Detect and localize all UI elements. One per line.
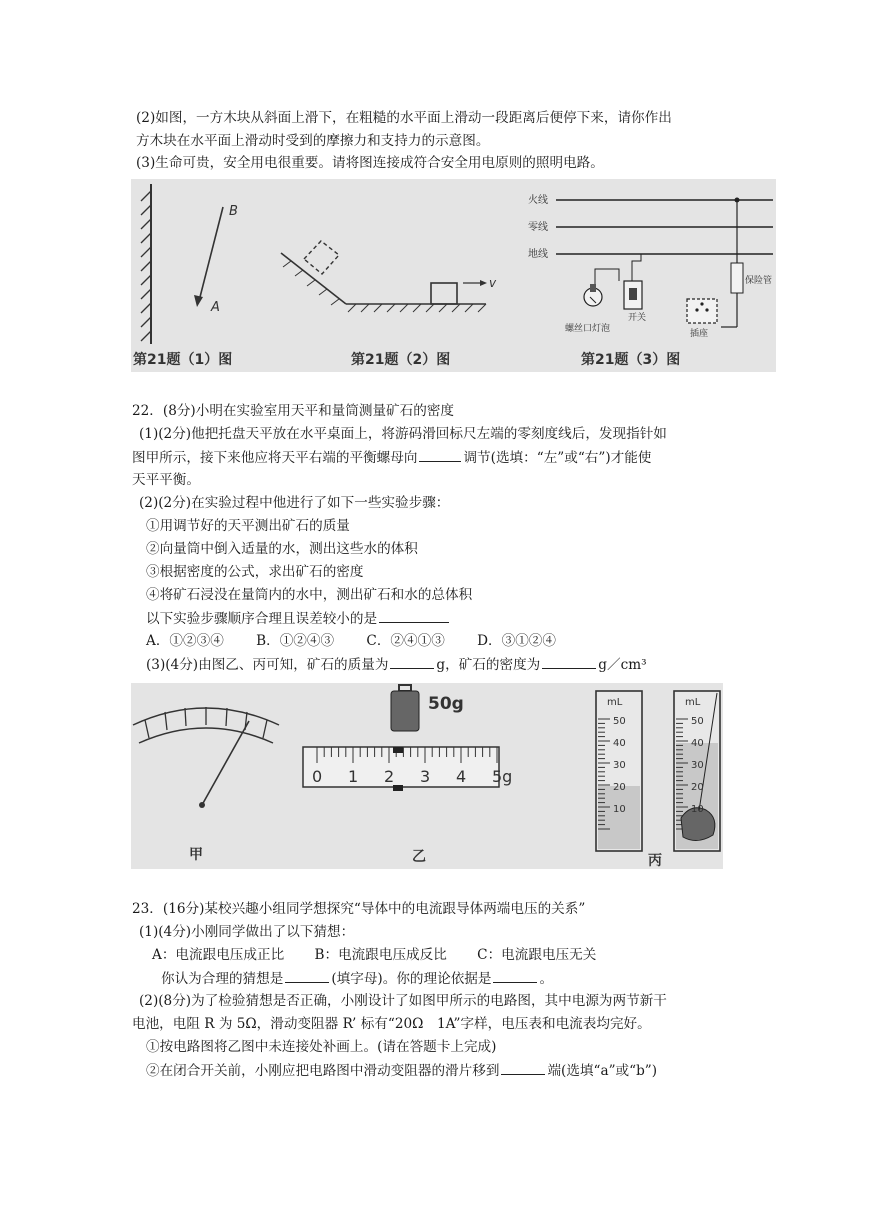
socket-label: 插座 <box>690 329 709 339</box>
answer-blank-density[interactable] <box>542 654 596 669</box>
q22-step2: ②向量筒中倒入适量的水，测出这些水的体积 <box>146 541 418 557</box>
ground-wire-label: 地线 <box>528 249 548 260</box>
q22-title: 22．(8分)小明在实验室用天平和量筒测量矿石的密度 <box>132 403 455 419</box>
cylinder-unit-label: mL <box>607 697 623 708</box>
q23-part1-question: 你认为合理的猜想是 (填字母)。你的理论依据是 。 <box>161 968 553 989</box>
cylinder-tick-label: 30 <box>691 760 704 771</box>
q23-guesses <box>152 945 596 965</box>
q22-step3: ③根据密度的公式，求出矿石的密度 <box>146 564 364 580</box>
cylinder-tick-label: 20 <box>691 782 704 793</box>
ruler-tick-label: 3 <box>420 767 431 786</box>
answer-blank-guess[interactable] <box>285 968 329 983</box>
fuse-label: 保险管 <box>745 276 773 286</box>
option-b[interactable]: B．①②④③ <box>256 633 335 649</box>
option-a[interactable]: A．①②③④ <box>146 633 224 649</box>
answer-blank-slider-end[interactable] <box>501 1060 545 1075</box>
guess-c: C：电流跟电压无关 <box>477 947 597 963</box>
lamp-icon <box>584 269 619 306</box>
cylinder-tick-label: 50 <box>691 716 704 727</box>
label-b: B <box>229 204 238 219</box>
q22-step1: ①用调节好的天平测出矿石的质量 <box>146 518 350 534</box>
cylinder-tick-label: 50 <box>613 716 626 727</box>
q22-part2-line1: (2)(2分)在实验过程中他进行了如下一些实验步骤： <box>139 495 450 511</box>
q23-part2-step1: ①按电路图将乙图中未连接处补画上。(请在答题卡上完成) <box>146 1039 497 1055</box>
caption-fig21-2: 第21题（2）图 <box>351 352 451 368</box>
q23-part1: (1)(4分)小刚同学做出了以下猜想： <box>139 924 355 940</box>
q21-part2-line2: 方木块在水平面上滑动时受到的摩擦力和支持力的示意图。 <box>136 133 490 149</box>
cylinder-tick-label: 40 <box>613 738 626 749</box>
q22-part3: (3)(4分)由图乙、丙可知，矿石的质量为 g，矿石的密度为 g／cm³ <box>146 654 647 675</box>
ruler-tick-label: 4 <box>456 767 467 786</box>
caption-yi: 乙 <box>412 849 426 865</box>
rider-scale-ruler <box>303 747 499 791</box>
q23-title: 23．(16分)某校兴趣小组同学想探究“导体中的电流跟导体两端电压的关系” <box>132 901 586 917</box>
live-wire-label: 火线 <box>528 195 548 206</box>
ruler-tick-label: 2 <box>384 767 395 786</box>
q22-part1-line1: (1)(2分)他把托盘天平放在水平桌面上，将游码滑回标尺左端的零刻度线后，发现指针如 <box>139 426 667 442</box>
q21-part2-line1: (2)如图，一方木块从斜面上滑下，在粗糙的水平面上滑动一段距离后便停下来，请你作出 <box>136 110 672 126</box>
guess-b: B：电流跟电压成反比 <box>314 947 447 963</box>
caption-jia: 甲 <box>189 847 203 863</box>
answer-blank-order[interactable] <box>379 608 449 623</box>
velocity-arrow <box>463 280 487 286</box>
weight-label: 50g <box>428 694 464 714</box>
cylinder-unit-label: mL <box>685 697 701 708</box>
q21-part3-line1: (3)生命可贵，安全用电很重要。请将图连接成符合安全用电原则的照明电路。 <box>136 155 604 171</box>
cylinder-tick-label: 10 <box>691 804 704 815</box>
caption-fig21-1: 第21题（1）图 <box>133 352 233 368</box>
q22-part1-line3: 天平平衡。 <box>132 472 200 488</box>
socket-icon <box>687 299 717 323</box>
cylinder-with-ore <box>674 691 720 851</box>
cylinder-water-only <box>596 691 642 851</box>
label-v: v <box>489 276 497 290</box>
cylinder-tick-label: 20 <box>613 782 626 793</box>
arrow-ab <box>194 207 223 307</box>
ruler-tick-label: 1 <box>348 767 359 786</box>
answer-blank-mass[interactable] <box>390 654 434 669</box>
ruler-tick-label: 0 <box>312 767 323 786</box>
q23-part2-step2: ②在闭合开关前，小刚应把电路图中滑动变阻器的滑片移到 端(选填“a”或“b”) <box>146 1060 657 1081</box>
q23-part2-line1: (2)(8分)为了检验猜想是否正确，小刚设计了如图甲所示的电路图，其中电源为两节新干 <box>139 993 667 1009</box>
switch-label: 开关 <box>628 313 647 323</box>
fuse <box>721 198 743 328</box>
answer-blank-direction[interactable] <box>419 447 461 462</box>
weight-50g-icon <box>391 685 419 731</box>
dashed-block-on-slope <box>304 241 339 274</box>
cylinder-tick-label: 10 <box>613 804 626 815</box>
q22-figure <box>131 683 723 869</box>
balance-scale-dial <box>133 707 279 743</box>
lamp-label: 螺丝口灯泡 <box>565 324 611 334</box>
q22-part1-line2: 图甲所示，接下来他应将天平右端的平衡螺母向 调节(选填：“左”或“右”)才能使 <box>132 447 651 468</box>
cylinder-tick-label: 30 <box>613 760 626 771</box>
option-d[interactable]: D．③①②④ <box>477 633 556 649</box>
q22-order-prompt: 以下实验步骤顺序合理且误差较小的是 <box>146 608 451 629</box>
guess-a: A：电流跟电压成正比 <box>152 947 285 963</box>
label-a: A <box>211 300 220 315</box>
q22-options <box>146 631 556 651</box>
option-c[interactable]: C．②④①③ <box>366 633 445 649</box>
cylinder-tick-label: 40 <box>691 738 704 749</box>
caption-fig21-3: 第21题（3）图 <box>581 352 681 368</box>
answer-blank-reason[interactable] <box>493 968 537 983</box>
switch-icon <box>624 254 642 309</box>
ruler-tick-label: 5g <box>492 767 513 786</box>
wall-mirror <box>141 184 151 344</box>
neutral-wire-label: 零线 <box>528 222 548 233</box>
wood-block <box>431 283 457 304</box>
q22-step4: ④将矿石浸没在量筒内的水中，测出矿石和水的总体积 <box>146 587 473 603</box>
q23-part2-line2: 电池，电阻 R 为 5Ω，滑动变阻器 R’ 标有“20Ω 1A”字样，电压表和电流表均完好。 <box>132 1016 651 1032</box>
caption-bing: 丙 <box>648 853 662 869</box>
q21-figure <box>131 179 776 372</box>
balance-pointer <box>199 721 249 808</box>
